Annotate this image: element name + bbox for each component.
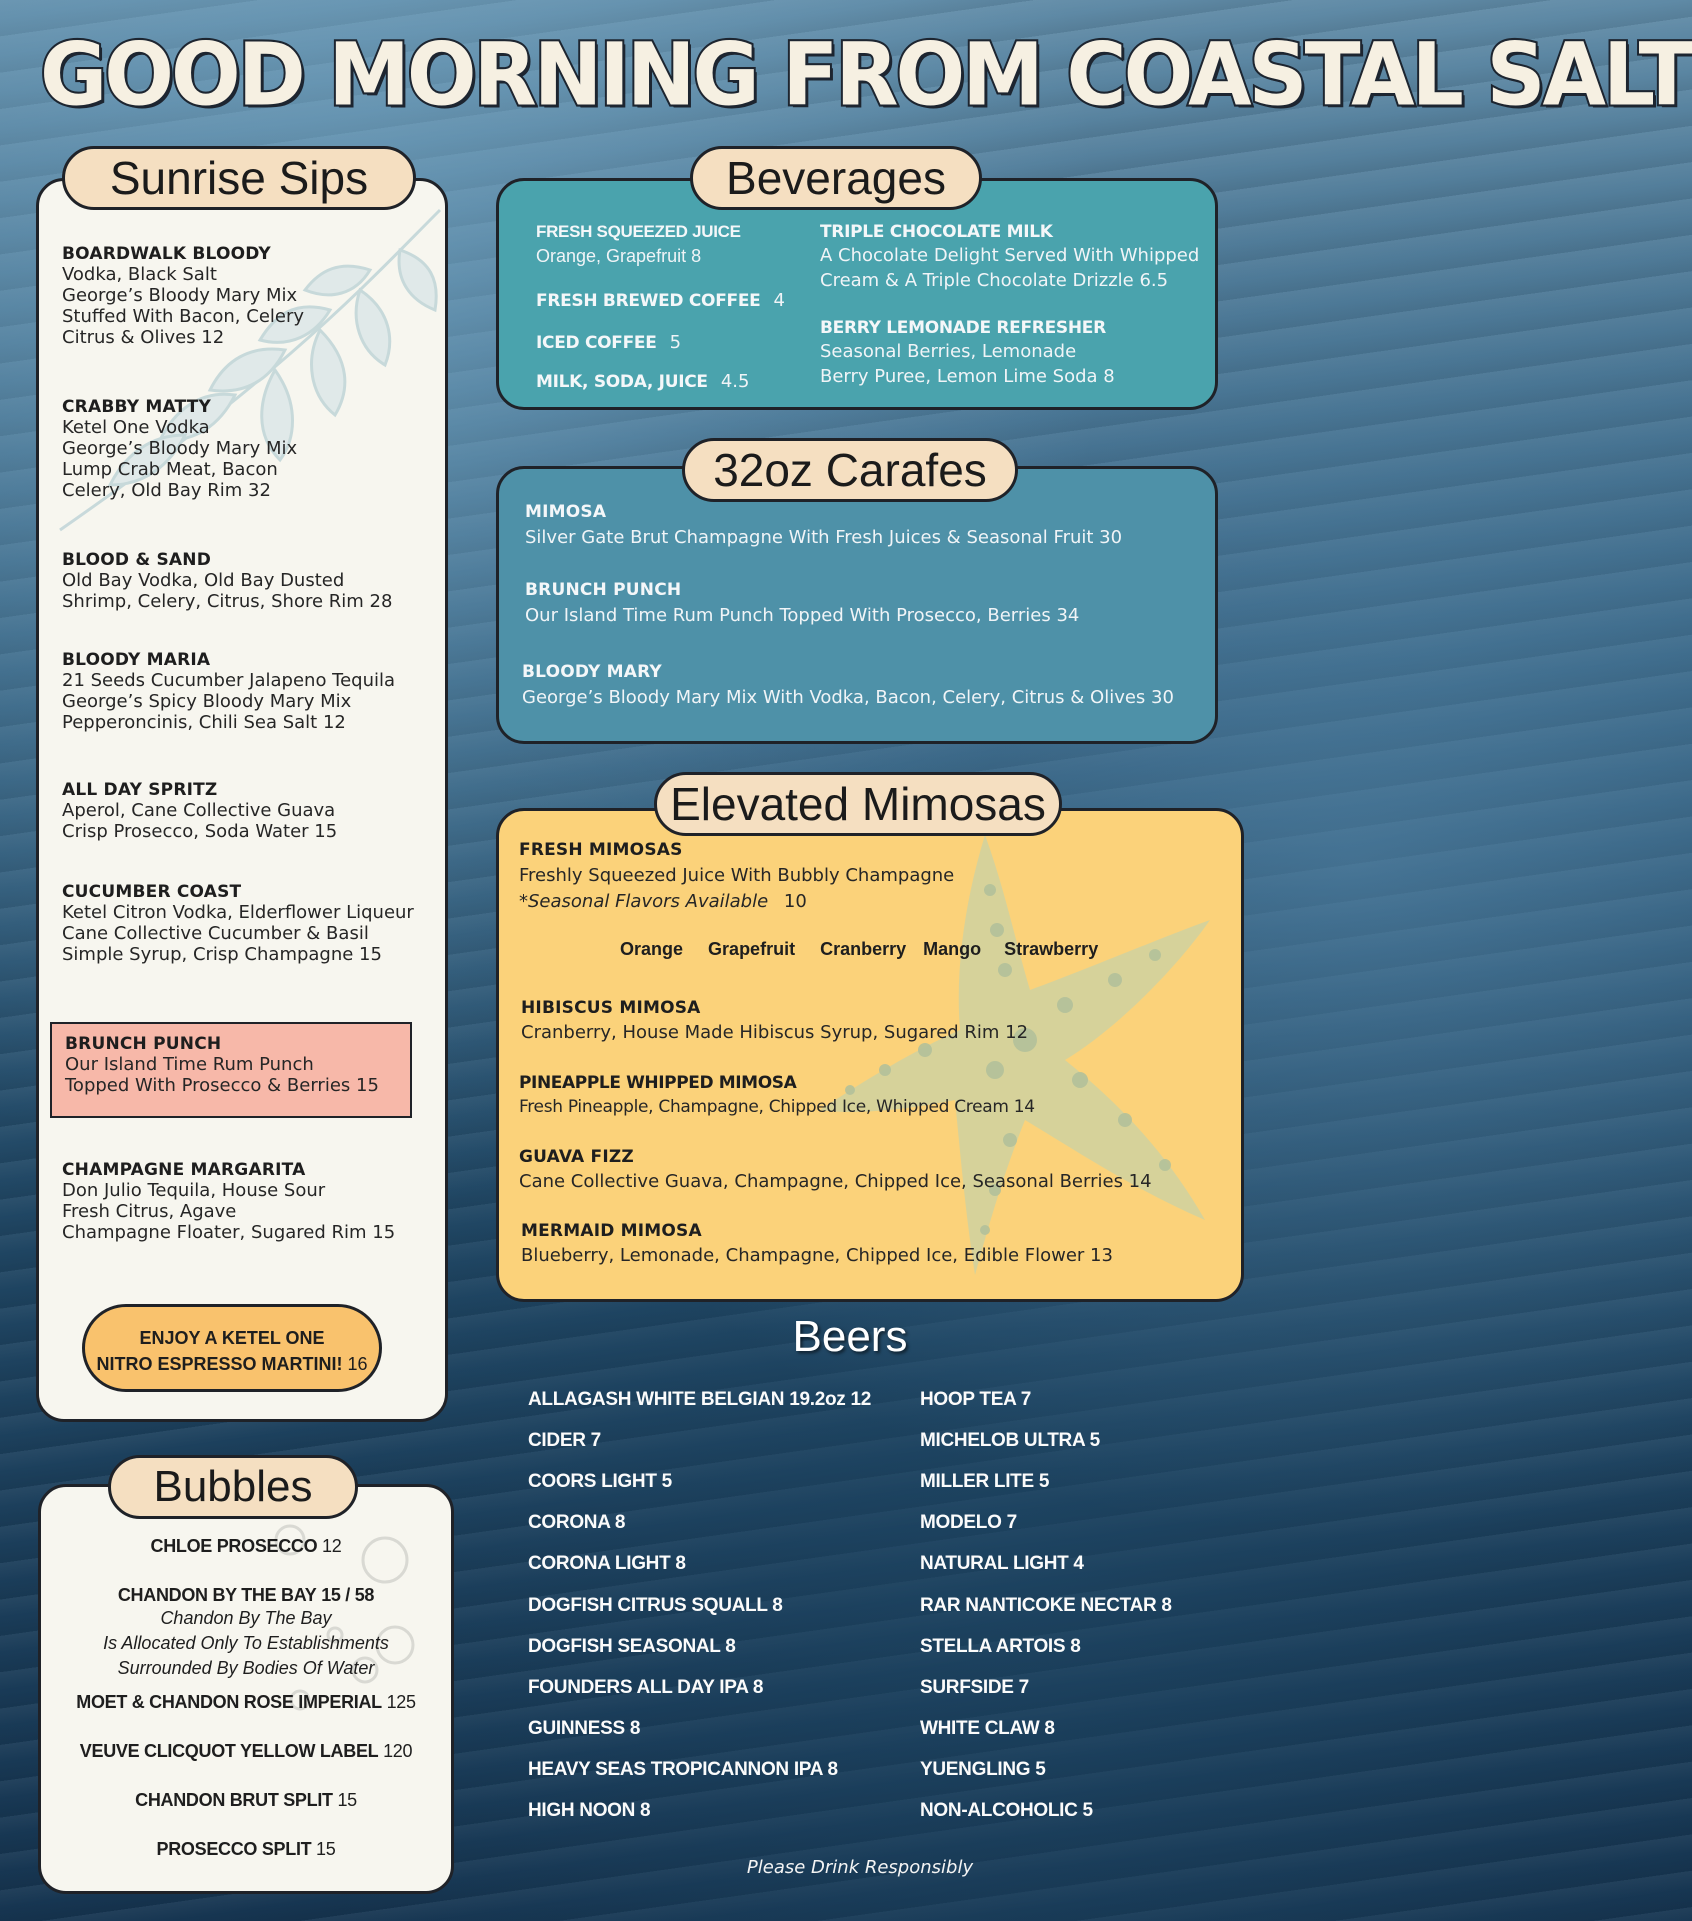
mimosas-title-text: Elevated Mimosas xyxy=(670,778,1046,830)
item-name: TRIPLE CHOCOLATE MILK xyxy=(820,222,1053,242)
item-desc-line: Seasonal Berries, Lemonade xyxy=(820,341,1077,362)
beer-item: CORONA LIGHT 8 xyxy=(528,1553,686,1575)
item-name: BOARDWALK BLOODY xyxy=(62,244,271,264)
beer-item: WHITE CLAW 8 xyxy=(920,1717,1055,1739)
item-name: CUCUMBER COAST xyxy=(62,882,242,902)
menu-item-guava-fizz xyxy=(519,1147,1152,1192)
item-name: FRESH BREWED COFFEE xyxy=(536,291,761,311)
item-price: 4 xyxy=(773,290,785,311)
menu-item-berry-lemonade xyxy=(820,318,1115,387)
flavor-item: Mango xyxy=(923,939,982,959)
item-desc: Fresh Pineapple, Champagne, Chipped Ice, Whipped Cream 14 xyxy=(519,1097,1035,1117)
menu-item-boardwalk-bloody xyxy=(62,244,304,348)
item-price: 125 xyxy=(386,1692,416,1712)
item-price: 5 xyxy=(669,332,682,353)
bubbles-title-text: Bubbles xyxy=(153,1462,313,1511)
item-name: VEUVE CLICQUOT YELLOW LABEL xyxy=(79,1741,379,1761)
item-desc-line: Cane Collective Cucumber & Basil xyxy=(62,923,369,944)
beer-item: DOGFISH CITRUS SQUALL 8 xyxy=(528,1594,783,1616)
menu-item-fresh-squeezed-juice xyxy=(536,222,741,267)
list-item xyxy=(40,1536,452,1585)
list-item xyxy=(40,1790,452,1839)
menu-item-all-day-spritz xyxy=(62,780,337,842)
sunrise-sips-title xyxy=(62,146,416,210)
item-name: HIBISCUS MIMOSA xyxy=(521,998,701,1018)
item-name: MIMOSA xyxy=(525,502,607,522)
beer-item: CORONA 8 xyxy=(528,1512,626,1534)
item-price: 15 / 58 xyxy=(321,1585,375,1605)
carafes-title xyxy=(682,438,1018,502)
menu-item-fresh-mimosas xyxy=(519,840,954,912)
item-desc-line: Don Julio Tequila, House Sour xyxy=(62,1180,326,1201)
item-desc: Cranberry, House Made Hibiscus Syrup, Sugared Rim 12 xyxy=(521,1022,1029,1043)
menu-item-champagne-margarita xyxy=(62,1160,395,1243)
beer-item: MODELO 7 xyxy=(920,1512,1017,1534)
item-desc-line: Crisp Prosecco, Soda Water 15 xyxy=(62,821,338,842)
item-desc-line: Topped With Prosecco & Berries 15 xyxy=(65,1075,379,1096)
item-name: PROSECCO SPLIT xyxy=(156,1839,312,1859)
list-item xyxy=(40,1692,452,1741)
beer-item: YUENGLING 5 xyxy=(920,1758,1046,1780)
item-name: ICED COFFEE xyxy=(536,333,657,353)
item-desc: Our Island Time Rum Punch Topped With Prosecco, Berries 34 xyxy=(525,605,1080,626)
item-name: MOET & CHANDON ROSE IMPERIAL xyxy=(76,1692,382,1712)
seasonal-note: *Seasonal Flavors Available xyxy=(519,891,769,912)
beer-item: SURFSIDE 7 xyxy=(920,1676,1029,1698)
beer-item: MILLER LITE 5 xyxy=(920,1471,1050,1493)
menu-item-iced-coffee xyxy=(536,332,681,353)
item-desc-line: Stuffed With Bacon, Celery xyxy=(62,306,305,327)
beer-item: NON-ALCOHOLIC 5 xyxy=(920,1800,1093,1821)
item-desc-line: Fresh Citrus, Agave xyxy=(62,1201,237,1222)
beer-item: DOGFISH SEASONAL 8 xyxy=(528,1635,736,1657)
item-desc-line: Freshly Squeezed Juice With Bubbly Champagne xyxy=(519,865,955,886)
promo-line-2-text: NITRO ESPRESSO MARTINI! xyxy=(96,1354,343,1374)
item-desc-line: A Chocolate Delight Served With Whipped xyxy=(820,245,1200,266)
sunrise-sips-title-text: Sunrise Sips xyxy=(109,152,369,204)
list-item xyxy=(40,1839,452,1888)
item-name: CHAMPAGNE MARGARITA xyxy=(62,1160,306,1180)
menu-item-triple-chocolate-milk xyxy=(820,222,1199,291)
item-name: MERMAID MIMOSA xyxy=(521,1221,702,1241)
flavor-item: Cranberry xyxy=(820,939,907,959)
beer-item: HEAVY SEAS TROPICANNON IPA 8 xyxy=(528,1758,838,1780)
item-name: BRUNCH PUNCH xyxy=(525,580,682,600)
item-note xyxy=(40,1606,452,1692)
beer-item: STELLA ARTOIS 8 xyxy=(920,1635,1081,1657)
promo-price: 16 xyxy=(347,1354,368,1374)
beer-item: NATURAL LIGHT 4 xyxy=(920,1553,1084,1575)
item-price: 4.5 xyxy=(720,371,750,392)
beverages-title-text: Beverages xyxy=(726,152,946,204)
note-line: Surrounded By Bodies Of Water xyxy=(117,1658,375,1678)
menu-item-cucumber-coast xyxy=(62,882,414,965)
item-desc-line: Simple Syrup, Crisp Champagne 15 xyxy=(62,944,382,965)
item-desc-line: 21 Seeds Cucumber Jalapeno Tequila xyxy=(62,670,396,691)
menu-item-crabby-matty xyxy=(62,397,297,501)
item-price: 15 xyxy=(337,1790,357,1810)
item-desc-line: Cream & A Triple Chocolate Drizzle 6.5 xyxy=(820,270,1169,291)
menu-item-carafe-bloody-mary xyxy=(522,662,1174,708)
promo-pill xyxy=(82,1304,382,1392)
item-name: CHANDON BY THE BAY xyxy=(117,1585,317,1605)
item-name: BLOODY MARIA xyxy=(62,650,211,670)
item-desc-line: Champagne Floater, Sugared Rim 15 xyxy=(62,1222,396,1243)
item-name: BLOODY MARY xyxy=(522,662,662,682)
menu-item-pineapple-whipped-mimosa xyxy=(519,1073,1035,1118)
item-desc-line: Berry Puree, Lemon Lime Soda 8 xyxy=(820,366,1115,387)
item-desc-line: Our Island Time Rum Punch xyxy=(65,1054,314,1075)
list-item xyxy=(40,1741,452,1790)
item-name: PINEAPPLE WHIPPED MIMOSA xyxy=(519,1073,797,1093)
item-desc: Orange, Grapefruit 8 xyxy=(536,246,702,266)
beer-item: FOUNDERS ALL DAY IPA 8 xyxy=(528,1676,764,1698)
beer-item: COORS LIGHT 5 xyxy=(528,1471,672,1493)
item-price: 10 xyxy=(783,891,807,912)
menu-item-mermaid-mimosa xyxy=(521,1221,1113,1266)
item-desc-line: Citrus & Olives 12 xyxy=(62,327,225,348)
flavor-item: Strawberry xyxy=(1004,939,1099,959)
footer-note: Please Drink Responsibly xyxy=(746,1857,974,1878)
item-desc-line: George’s Bloody Mary Mix xyxy=(62,438,298,459)
item-desc-line: Shrimp, Celery, Citrus, Shore Rim 28 xyxy=(62,591,393,612)
promo-line-2 xyxy=(85,1351,379,1377)
list-item xyxy=(40,1585,452,1606)
menu-item-fresh-brewed-coffee xyxy=(536,290,785,311)
menu-item-blood-sand xyxy=(62,550,392,612)
item-name: CHANDON BRUT SPLIT xyxy=(135,1790,333,1810)
promo-line-1: ENJOY A KETEL ONE xyxy=(139,1328,325,1348)
item-name: CRABBY MATTY xyxy=(62,397,211,417)
menu-item-brunch-punch xyxy=(65,1034,379,1096)
beer-item: CIDER 7 xyxy=(528,1430,601,1452)
item-price: 120 xyxy=(383,1741,413,1761)
beer-item: RAR NANTICOKE NECTAR 8 xyxy=(920,1594,1172,1616)
menu-item-carafe-mimosa xyxy=(525,502,1122,548)
item-name: GUAVA FIZZ xyxy=(519,1147,634,1167)
item-desc: Blueberry, Lemonade, Champagne, Chipped Ice, Edible Flower 13 xyxy=(521,1245,1113,1266)
item-price: 12 xyxy=(322,1536,342,1556)
beer-item: HOOP TEA 7 xyxy=(920,1389,1032,1410)
mimosas-title xyxy=(654,772,1062,836)
item-name: FRESH SQUEEZED JUICE xyxy=(536,222,741,241)
item-name: MILK, SODA, JUICE xyxy=(536,372,708,392)
item-desc-line: Celery, Old Bay Rim 32 xyxy=(62,480,271,501)
item-desc-line-2 xyxy=(519,891,954,912)
item-name: BLOOD & SAND xyxy=(62,550,212,570)
item-desc-line: Pepperoncinis, Chili Sea Salt 12 xyxy=(62,712,346,733)
flavor-list xyxy=(620,939,1098,960)
item-desc: George’s Bloody Mary Mix With Vodka, Bacon, Celery, Citrus & Olives 30 xyxy=(522,687,1174,708)
beer-item: HIGH NOON 8 xyxy=(528,1800,651,1821)
item-desc-line: Lump Crab Meat, Bacon xyxy=(62,459,278,480)
item-desc-line: George’s Spicy Bloody Mary Mix xyxy=(62,691,352,712)
item-name: BERRY LEMONADE REFRESHER xyxy=(820,318,1106,338)
item-name: FRESH MIMOSAS xyxy=(519,840,683,860)
note-line: Chandon By The Bay xyxy=(160,1608,332,1628)
item-desc-line: George’s Bloody Mary Mix xyxy=(62,285,298,306)
bubbles-title xyxy=(108,1455,358,1519)
item-desc: Silver Gate Brut Champagne With Fresh Juices & Seasonal Fruit 30 xyxy=(525,527,1123,548)
item-name: ALL DAY SPRITZ xyxy=(62,780,218,800)
beers-title: Beers xyxy=(792,1312,908,1361)
beer-item: GUINNESS 8 xyxy=(528,1717,641,1739)
item-desc-line: Vodka, Black Salt xyxy=(62,264,217,285)
beverages-title xyxy=(690,146,982,210)
item-desc: Cane Collective Guava, Champagne, Chipped Ice, Seasonal Berries 14 xyxy=(519,1171,1152,1192)
menu-item-milk-soda-juice xyxy=(536,371,749,392)
menu-item-carafe-brunch-punch xyxy=(525,580,1079,626)
page-title: GOOD MORNING FROM COASTAL SALT xyxy=(40,25,1692,126)
item-desc-line: Old Bay Vodka, Old Bay Dusted xyxy=(62,570,345,591)
beer-item: MICHELOB ULTRA 5 xyxy=(920,1430,1100,1452)
menu-item-hibiscus-mimosa xyxy=(521,998,1028,1043)
item-price: 15 xyxy=(316,1839,336,1859)
note-line: Is Allocated Only To Establishments xyxy=(103,1633,389,1653)
bubbles-list xyxy=(40,1536,452,1888)
item-desc-line: Ketel Citron Vodka, Elderflower Liqueur xyxy=(62,902,414,923)
beer-item: ALLAGASH WHITE BELGIAN 19.2oz 12 xyxy=(528,1389,871,1410)
carafes-title-text: 32oz Carafes xyxy=(713,444,987,496)
menu-item-bloody-maria xyxy=(62,650,395,733)
item-name: BRUNCH PUNCH xyxy=(65,1034,222,1054)
item-desc-line: Aperol, Cane Collective Guava xyxy=(62,800,336,821)
item-desc-line: Ketel One Vodka xyxy=(62,417,210,438)
flavor-item: Grapefruit xyxy=(708,939,796,959)
item-name: CHLOE PROSECCO xyxy=(150,1536,318,1556)
flavor-item: Orange xyxy=(620,939,684,959)
